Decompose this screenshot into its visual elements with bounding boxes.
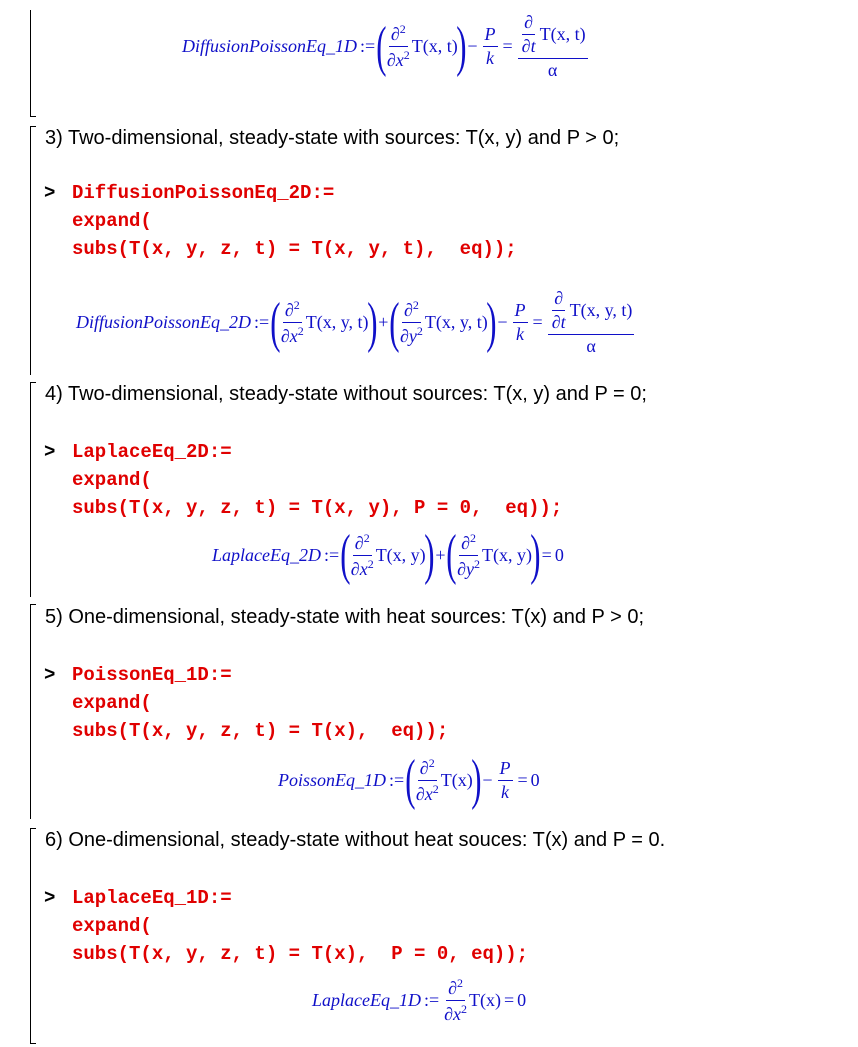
minus-op: − [467, 36, 478, 56]
group-bracket-section-6 [30, 828, 36, 1044]
section-5-heading: 5) One-dimensional, steady-state with heat sources: T(x) and P > 0; [45, 606, 645, 628]
equals-op: = [502, 36, 513, 56]
section-6-heading: 6) One-dimensional, steady-state without heat souces: T(x) and P = 0. [45, 829, 666, 851]
section-4-heading: 4) Two-dimensional, steady-state without sources: T(x, y) and P = 0; [45, 383, 647, 405]
second-derivative-x: $\frac{\partial^2}{\partial x^2}$ [386, 22, 410, 70]
result-diffusion-poisson-2d: DiffusionPoissonEq_2D := ( $\frac{\partial^2}{\partial x^2}$ T(x, y, t) ) + ( $\frac{\partial^2}{\partial y^2}$ T(x, y, t) ) − $\frac{P}{k}$ = $\frac{\partial}{\partial t}$ T(x, y, t) α [76, 288, 633, 356]
group-bracket-section-3 [30, 126, 36, 375]
group-bracket-section-4 [30, 382, 36, 597]
t-function: T(x, t) [411, 36, 458, 56]
time-derivative-over-alpha: $\frac{\partial}{\partial t}$ T(x, t) α [518, 12, 588, 81]
prompt-marker: > [44, 887, 56, 909]
left-paren: ( [376, 15, 387, 78]
group-bracket-top [30, 10, 36, 117]
input-code-section-4[interactable]: LaplaceEq_2D:= expand( subs(T(x, y, z, t) = T(x, y), P = 0, eq)); [72, 441, 563, 519]
input-code-section-5[interactable]: PoissonEq_1D:= expand( subs(T(x, y, z, t) = T(x), eq)); [72, 664, 449, 742]
prompt-marker: > [44, 664, 56, 686]
prompt-marker: > [44, 182, 56, 204]
input-code-section-6[interactable]: LaplaceEq_1D:= expand( subs(T(x, y, z, t) = T(x), P = 0, eq)); [72, 887, 529, 965]
assign-op: := [360, 36, 376, 56]
p-over-k: $\frac{P}{k}$ [484, 24, 496, 68]
result-laplace-1d: LaplaceEq_1D := $\frac{\partial^2}{\partial x^2}$ T(x) = 0 [312, 976, 527, 1024]
result-diffusion-poisson-1d [182, 12, 590, 81]
result-poisson-1d: PoissonEq_1D := ( $\frac{\partial^2}{\partial x^2}$ T(x) ) − $\frac{P}{k}$ = 0 [278, 749, 540, 811]
right-paren: ) [455, 15, 467, 78]
prompt-marker: > [44, 441, 56, 463]
result-laplace-2d: LaplaceEq_2D := ( $\frac{\partial^2}{\partial x^2}$ T(x, y) ) + ( $\frac{\partial^2}{\partial y^2}$ T(x, y) ) = 0 [212, 524, 564, 586]
input-code-section-3[interactable]: DiffusionPoissonEq_2D:= expand( subs(T(x, y, z, t) = T(x, y, t), eq)); [72, 182, 517, 260]
section-3-heading: 3) Two-dimensional, steady-state with sources: T(x, y) and P > 0; [45, 127, 620, 149]
result-name: DiffusionPoissonEq_1D [182, 36, 358, 56]
group-bracket-section-5 [30, 604, 36, 819]
